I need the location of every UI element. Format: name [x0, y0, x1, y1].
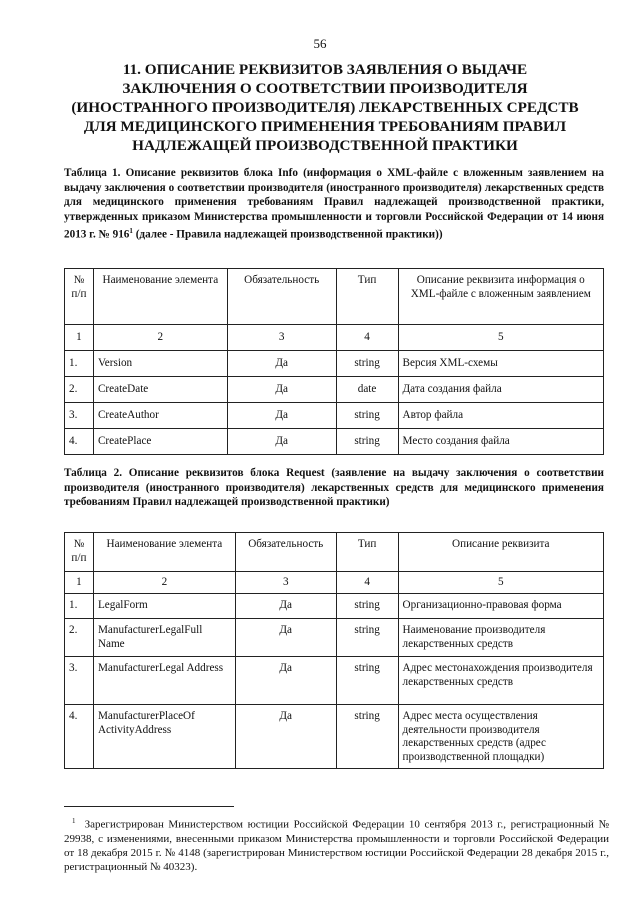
table-cell: 4 [336, 325, 398, 351]
table-cell: CreateDate [93, 377, 227, 403]
table-header: Обязательность [227, 269, 336, 325]
table-header: Описание реквизита информация о XML-файле с вложенным заявлением [398, 269, 603, 325]
table-header: Тип [336, 269, 398, 325]
table-row [65, 403, 604, 429]
table-cell: LegalForm [93, 594, 235, 619]
table-cell: 2 [93, 325, 227, 351]
table-cell: CreateAuthor [93, 403, 227, 429]
table-cell: Да [235, 594, 336, 619]
table2 [64, 532, 604, 769]
column-number-row [65, 325, 604, 351]
table-cell: Адрес местонахождения производителя лекарственных средств [398, 657, 603, 705]
table-cell: Наименование производителя лекарственных средств [398, 619, 603, 657]
table-cell: CreatePlace [93, 429, 227, 455]
table-cell: Место создания файла [398, 429, 603, 455]
footnote-divider [64, 806, 234, 807]
table1-caption-text: Таблица 1. Описание реквизитов блока Info (информация о XML-файле с вложенным заявлением на выдачу заключения о соответствии производителя (иностранного производителя) лекарственных средств для медицинского применения требованиям Правил надлежащей производственной практики, утвержденных приказом Министерства промышленности и торговли Российской Федерации от 14 июня 2013 г. № 916 [64, 167, 604, 242]
table-cell: Дата создания файла [398, 377, 603, 403]
table-cell: string [336, 403, 398, 429]
table-cell: ManufacturerLegalFull Name [93, 619, 235, 657]
section-heading: 11. ОПИСАНИЕ РЕКВИЗИТОВ ЗАЯВЛЕНИЯ О ВЫДАЧЕ ЗАКЛЮЧЕНИЯ О СООТВЕТСТВИИ ПРОИЗВОДИТЕЛЯ (ИНОСТРАННОГО ПРОИЗВОДИТЕЛЯ) ЛЕКАРСТВЕННЫХ СРЕДСТВ ДЛЯ МЕДИЦИНСКОГО ПРИМЕНЕНИЯ ТРЕБОВАНИЯМ ПРАВИЛ НАДЛЕЖАЩЕЙ ПРОИЗВОДСТВЕННОЙ ПРАКТИКИ [71, 61, 579, 154]
table-cell: 1. [65, 594, 94, 619]
table-header: № п/п [65, 269, 94, 325]
table-cell: 1 [65, 325, 94, 351]
table-cell: Да [227, 351, 336, 377]
table-row [65, 377, 604, 403]
table-header-row [65, 269, 604, 325]
column-number-row [65, 572, 604, 594]
table-cell: 2. [65, 619, 94, 657]
table-cell: 2 [93, 572, 235, 594]
footnote-text: Зарегистрирован Министерством юстиции Российской Федерации 10 сентября 2013 г., регистрационный № 29938, с изменениями, внесенными приказом Министерства промышленности и торговли Российской Федерации от 18 декабря 2015 г. № 4148 (зарегистрирован Министерством юстиции Российской Федерации 28 декабря 2015 г., регистрационный № 40323). [64, 818, 610, 873]
table-header: Описание реквизита [398, 533, 603, 572]
table-row [65, 705, 604, 769]
table-cell: Версия XML-схемы [398, 351, 603, 377]
table-header: Наименование элемента [93, 533, 235, 572]
table-cell: 1. [65, 351, 94, 377]
table-row [65, 657, 604, 705]
table-header: № п/п [65, 533, 94, 572]
table-cell: 4. [65, 705, 94, 769]
table-cell: Да [227, 403, 336, 429]
table1 [64, 268, 604, 455]
table-cell: 3. [65, 403, 94, 429]
table-cell: string [336, 705, 398, 769]
table-header-row [65, 533, 604, 572]
table-cell: ManufacturerPlaceOf ActivityAddress [93, 705, 235, 769]
page-number: 56 [313, 36, 327, 51]
table-header: Тип [336, 533, 398, 572]
table-header: Обязательность [235, 533, 336, 572]
footnote-mark: 1 [72, 817, 76, 825]
table-cell: Да [227, 377, 336, 403]
table-cell: ManufacturerLegal Address [93, 657, 235, 705]
table-row [65, 594, 604, 619]
table-cell: 4. [65, 429, 94, 455]
table2-caption: Таблица 2. Описание реквизитов блока Request (заявление на выдачу заключения о соответствии производителя (иностранного производителя) лекарственных средств для медицинского применения требованиям Правил надлежащей производственной практики) [64, 467, 604, 509]
table-cell: string [336, 429, 398, 455]
table-cell: 4 [336, 572, 398, 594]
table-row [65, 429, 604, 455]
table1-caption-tail: (далее - Правила надлежащей производственной практики)) [132, 229, 443, 242]
table-cell: Да [235, 705, 336, 769]
table-cell: string [336, 619, 398, 657]
table-cell: 3 [235, 572, 336, 594]
table-cell: 2. [65, 377, 94, 403]
table-cell: Автор файла [398, 403, 603, 429]
table-cell: Да [227, 429, 336, 455]
footnote-ref: 1 [129, 227, 133, 236]
table-cell: Да [235, 619, 336, 657]
table-cell: 3 [227, 325, 336, 351]
table-row [65, 619, 604, 657]
table-cell: Version [93, 351, 227, 377]
table-row [65, 351, 604, 377]
table-cell: Адрес места осуществления деятельности производителя лекарственных средств (адрес производственной площадки) [398, 705, 603, 769]
table-cell: string [336, 594, 398, 619]
table1-caption [64, 166, 604, 243]
table-cell: date [336, 377, 398, 403]
table-cell: string [336, 351, 398, 377]
table-cell: Да [235, 657, 336, 705]
table-cell: Организационно-правовая форма [398, 594, 603, 619]
table-cell: 5 [398, 325, 603, 351]
footnote [64, 814, 609, 874]
table-header: Наименование элемента [93, 269, 227, 325]
table-cell: 1 [65, 572, 94, 594]
table-cell: 5 [398, 572, 603, 594]
table-cell: string [336, 657, 398, 705]
table-cell: 3. [65, 657, 94, 705]
